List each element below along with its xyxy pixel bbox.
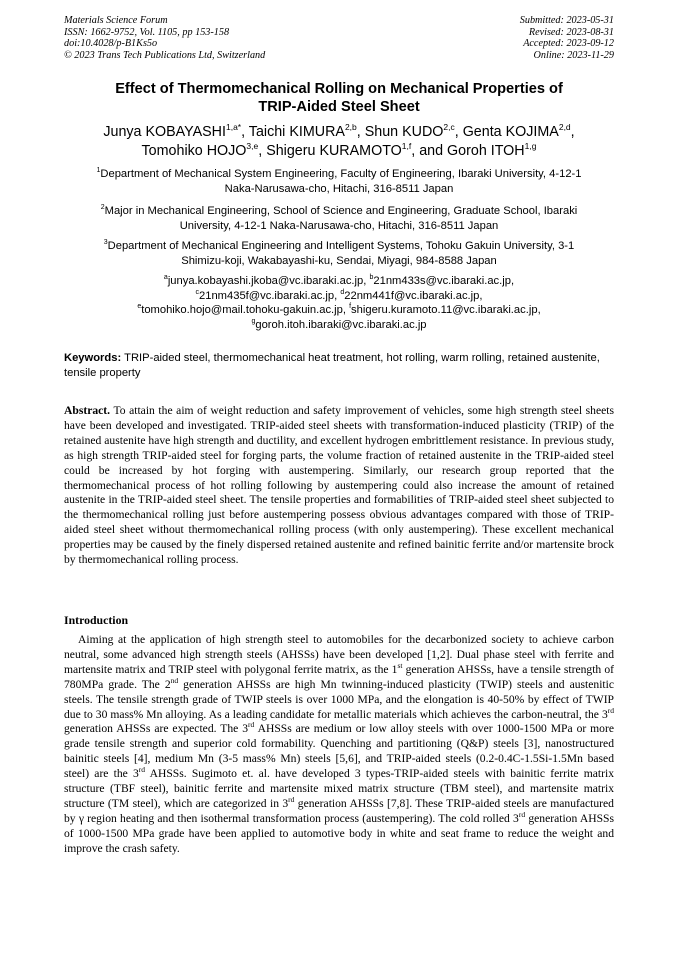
doi: doi:10.4028/p-B1Ks5o [64,38,158,50]
email-b[interactable]: 21nm433s@vc.ibaraki.ac.jp [373,275,511,287]
online-date: Online: 2023-11-29 [533,49,614,61]
affiliation-sup: 2 [100,204,105,211]
intro-sup: rd [607,705,614,715]
email-sup: g [251,317,256,325]
introduction-paragraph [64,633,614,857]
accepted-date: Accepted: 2023-09-12 [523,38,614,50]
intro-sup: rd [248,720,255,730]
author: Tomohiko HOJO [141,142,247,159]
author-sep: , [356,124,365,140]
affiliation-line: University, 4-12-1 Naka-Narusawa-cho, Hitachi, 316-8511 Japan [179,220,499,232]
author-sep: , [258,142,267,159]
keywords-text: TRIP-aided steel, thermomechanical heat treatment, hot rolling, warm rolling, retained austenite, tensile property [64,352,600,379]
email-sup: b [369,274,374,281]
author: Genta KOJIMA [462,124,559,140]
email-e[interactable]: tomohiko.hojo@mail.tohoku-gakuin.ac.jp [141,304,343,317]
email-sup: f [349,303,352,311]
intro-sup: rd [138,765,146,775]
affiliation-2 [62,204,616,234]
author-sup: 3,e [246,140,259,151]
title-line-1: Effect of Thermomechanical Rolling on Mechanical Properties of [115,81,563,97]
affiliation-sup: 3 [103,239,108,246]
author-sup: 1,f [401,140,412,151]
title-line-2: TRIP-Aided Steel Sheet [258,99,420,115]
abstract [64,404,614,568]
author-sup: 2,c [443,122,455,132]
affiliation-line: Department of Mechanical System Engineering, Faculty of Engineering, Ibaraki University, 4-12-1 [100,168,582,180]
abstract-label: Abstract. [64,404,111,417]
email-list: $^a$junya.kobayashi.jkoba@vc.ibaraki.ac.jp, $^b$21nm433s@vc.ibaraki.ac.jp, $^c$21nm435f@vc.ibaraki.ac.jp, $^d$22nm441f@vc.ibaraki.ac.jp, $^e$tomohiko.hojo@mail.tohoku-gakuin.ac.jp, $^f$shigeru.kuramoto.11@vc.ibaraki.ac.jp, $^g$goroh.itoh.ibaraki@vc.ibaraki.ac.jp [137,274,541,331]
author: Shun KUDO [364,124,444,140]
issn: ISSN: 1662-9752, Vol. 1105, pp 153-158 [64,26,230,38]
author-sup: 2,d [558,122,571,132]
intro-text: generation AHSSs, have a tensile strength of 780MPa grade. The 2 [64,662,614,691]
intro-text: AHSSs. Sugimoto et. al. have developed 3 types-TRIP-aided steels with bainitic ferrite matrix structure (TBF steel), bainitic ferrite and martensite mixed matrix structure (TBM steel), and martensite matrix structure (TM steel), which are categorized in 3 [64,767,615,810]
author-sup: 1,g [524,140,537,151]
copyright: © 2023 Trans Tech Publications Ltd, Switzerland [64,49,266,61]
email-a[interactable]: junya.kobayashi.jkoba@vc.ibaraki.ac.jp [167,275,364,287]
email-g[interactable]: goroh.itoh.ibaraki@vc.ibaraki.ac.jp [255,318,427,331]
intro-text: generation AHSSs are high Mn twinning-induced plasticity (TWIP) steels and austenitic steels. The tensile strength grade of TWIP steels is over 1000 MPa, and the elongation is 40-50% by effect of TWIP due to 30 mass% Mn alloying. As a leading candidate for metallic materials which achieves the carbon-neutral, the 3 [64,677,615,721]
intro-text: generation AHSSs of 1000-1500 MPa grade have been applied to automotive body in white and seat frame to reduce the weight and improve the crash safety. [64,811,614,855]
intro-sup: st [397,660,403,670]
author: Goroh ITOH [447,142,525,159]
affiliation-3 [62,239,616,269]
paper-title [64,80,614,116]
author: Taichi KIMURA [248,124,345,140]
author-sep: , [454,124,463,140]
author: Shigeru KURAMOTO [266,142,402,159]
abstract-text: To attain the aim of weight reduction and safety improvement of vehicles, some high strength steel sheets have been developed and investigated. TRIP-aided steel sheets with transformation-induced plasticity (TRIP) of the retained austenite have high strength and ductility, and excellent hydrogen embrittlement resistance. In previous study, as high strength TRIP-aided steel for forging parts, the volume fraction of retained austenite in the TRIP-aided steel could be increased by hot forging with austempering. Similarly, our research group reported that the thermomechanical process of hot rolling following by austempering could also increase the amount of retained austenite in the TRIP-aided steel sheet. The tensile properties and formabilities of TRIP-aided steel sheet subjected to the thermomechanical rolling just before austempering possess obvious advantages compared with those of TRIP-aided steel sheet without thermomechanical rolling process (with only austempering). These excellent mechanical properties may be caused by the finely dispersed retained austenite and refined bainitic ferrite and/or martensite brock by thermomechanical rolling process. [64,404,614,567]
author-list [40,123,638,160]
email-c[interactable]: 21nm435f@vc.ibaraki.ac.jp [199,289,335,302]
intro-text: generation AHSSs are expected. The 3 [64,722,249,736]
email-sup: e [137,303,142,311]
intro-sup: nd [170,675,179,685]
author: Junya KOBAYASHI [103,124,226,140]
author-sep: , [241,124,249,140]
submitted-date: Submitted: 2023-05-31 [519,15,614,26]
author-sup: 1,a* [225,122,242,132]
affiliation-1 [62,167,616,197]
email-sup: d [340,288,345,296]
intro-sup: rd [288,794,295,804]
affiliation-line: Naka-Narusawa-cho, Hitachi, 316-8511 Japan [224,183,454,195]
email-sup: c [195,288,200,296]
intro-sup: rd [518,809,526,819]
dates-info [520,15,614,61]
intro-text: Aiming at the application of high strength steel to automobiles for the decarbonized society to achieve carbon neutral, some advanced high strength steels (AHSSs) have been developed [1,2]. Dual phase steel with ferrite and martensite matrix and TRIP steel with polygonal ferrite matrix, as the 1 [64,633,614,676]
email-f[interactable]: shigeru.kuramoto.11@vc.ibaraki.ac.jp [351,304,538,317]
author-sep: , and [411,142,448,159]
intro-text: generation AHSSs [7,8]. These TRIP-aided steels are manufactured by γ region heating and then isothermal transformation process (austempering). The cold rolled 3 [64,796,614,825]
email-sup: a [163,274,168,281]
keywords [64,351,615,380]
email-d[interactable]: 22nm441f@vc.ibaraki.ac.jp [344,289,480,302]
journal-name: Materials Science Forum [64,15,168,26]
affiliation-sup: 1 [96,167,101,174]
revised-date: Revised: 2023-08-31 [528,26,614,38]
introduction-heading: Introduction [64,613,129,627]
keywords-label: Keywords: [64,352,122,364]
affiliation-line: Major in Mechanical Engineering, School of Science and Engineering, Graduate School, Ibaraki [104,205,578,217]
author-sup: 2,b [344,122,357,132]
author-sep: , [570,124,575,140]
affiliation-line: Shimizu-koji, Wakabayashi-ku, Sendai, Miyagi, 984-8588 Japan [181,255,497,267]
journal-info [64,15,265,61]
intro-text: AHSSs are medium or low alloy steels with over 1000-1500 MPa or more grade tensile strength and superior cold formability. Quenching and partitioning (Q&P) steels [3], nanostructured bainitic steels [4], medium Mn (3-5 mass% Mn) steels [5,6], and TRIP-aided steels (0.2-0.4C-1.5Si-1.5Mn based steel) are the 3 [64,722,614,781]
affiliation-line: Department of Mechanical Engineering and Intelligent Systems, Tohoku Gakuin University, 3-1 [107,240,575,252]
